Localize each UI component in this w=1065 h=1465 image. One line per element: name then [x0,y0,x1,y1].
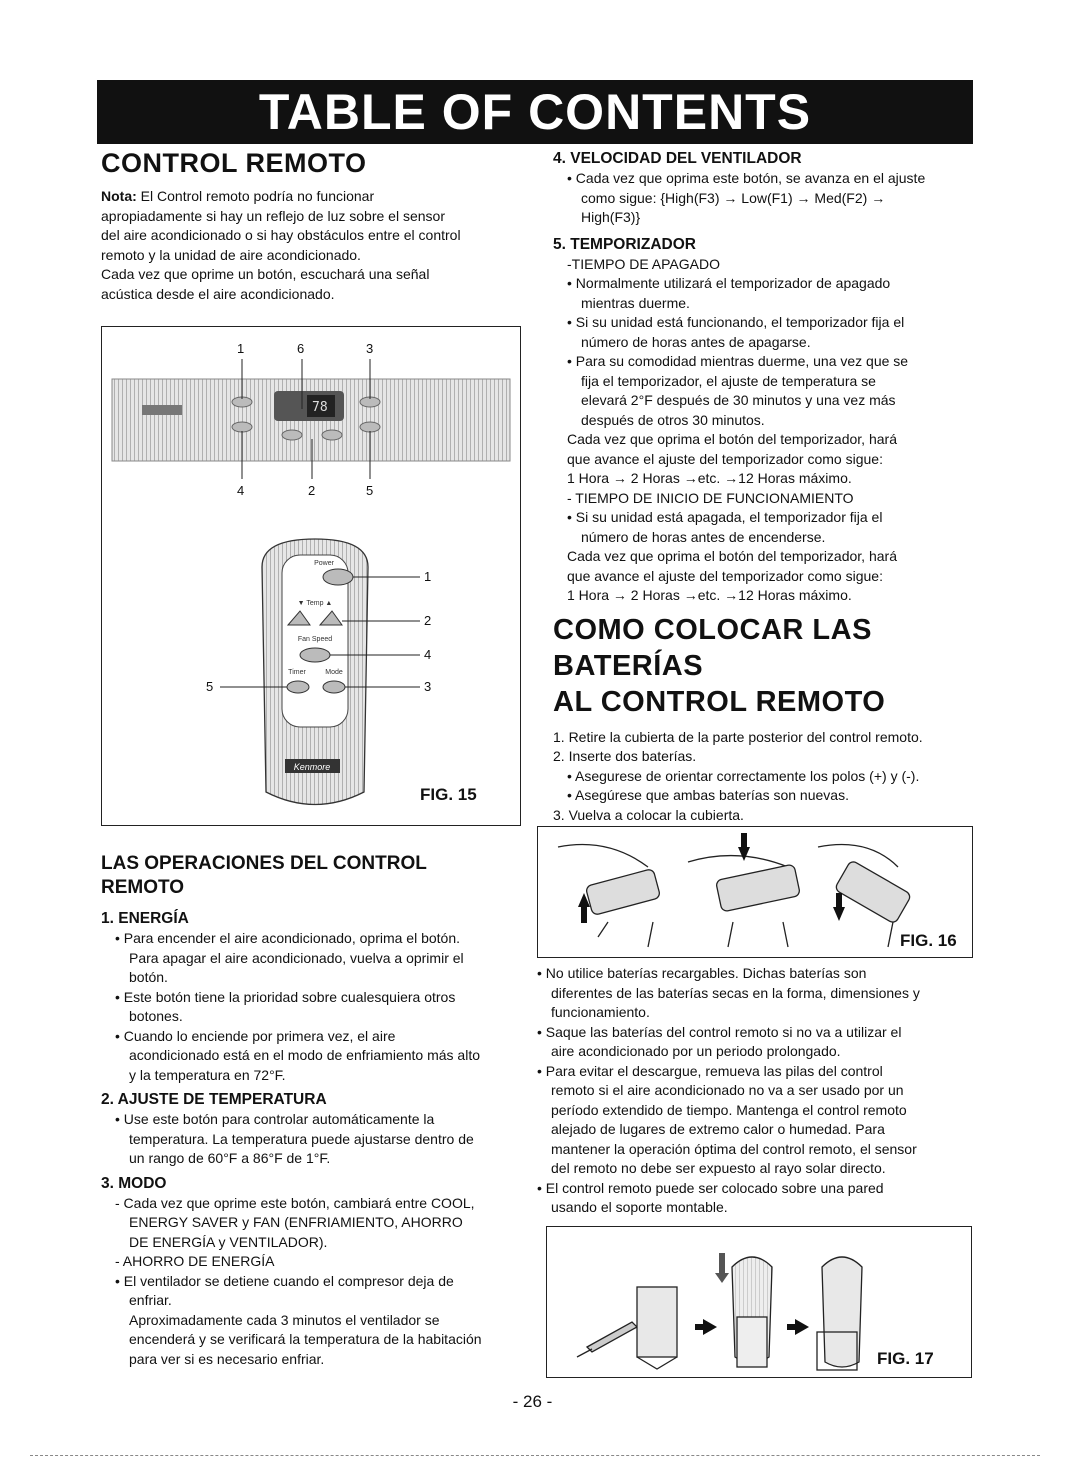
bottom-divider [30,1455,1040,1456]
svg-text:Kenmore: Kenmore [293,762,331,772]
figure-16 [537,826,973,958]
fig17-label: FIG. 17 [877,1349,934,1368]
panel-number-4: 4 [237,483,245,498]
section-temporizador-body: -TIEMPO DE APAGADO • Normalmente utilizará el temporizador de apagado mientras duerme. • Si su unidad está funcionando, el temporizador fija el número de horas antes de apagarse. • Para su comodidad mientras duerme, una vez que se fija el temporizador, el ajuste de temperatura se elevará 2°F después de 30 minutos y una vez más después de otros 30 minutos. Cada vez que oprima el botón del temporizador, hará que avance el ajuste del temporizador como sigue: 1 Hora → 2 Horas →etc. →12 Horas máximo. - TIEMPO DE INICIO DE FUNCIONAMIENTO • Si su unidad está apagada, el temporizador fija el número de horas antes de encenderse. Cada vez que oprima el botón del temporizador, hará que avance el ajuste del temporizador como sigue: 1 Hora → 2 Horas →etc. →12 Horas máximo. [567,255,909,603]
remote-number-4: 4 [424,647,432,662]
figure-17 [546,1226,972,1378]
section-temperatura-body: • Use este botón para controlar automáticamente la temperatura. La temperatura puede ajustarse dentro de un rango de 60°F a 86°F de 1°F. [115,1111,474,1166]
panel-number-1: 1 [237,341,245,356]
section-temperatura-title: 2. AJUSTE DE TEMPERATURA [101,1091,327,1108]
left-column-lower [101,852,521,1369]
baterias-heading: COMO COLOCAR LAS BATERÍAS AL CONTROL REMOTO [553,613,886,718]
left-column [101,148,521,304]
nota-line: apropiadamente si hay un reflejo de luz sobre el sensor [101,207,445,224]
svg-text:Mode: Mode [325,669,343,676]
remote-control-illustration [102,327,520,825]
remote-number-3: 3 [424,679,432,694]
fig16-label: FIG. 16 [900,931,957,950]
panel-number-5: 5 [366,483,374,498]
svg-text:78: 78 [312,400,328,415]
section-energia-body: • Para encender el aire acondicionado, oprima el botón. Para apagar el aire acondicionado, vuelva a oprimir el botón. • Este botón tiene la prioridad sobre cualesquiera otros botones. • Cuando lo enciende por primera vez, el aire acondicionado está en el modo de enfriamiento más alto y la temperatura en 72°F. [115,930,480,1083]
svg-text:▼ Temp ▲: ▼ Temp ▲ [297,600,333,607]
remote-number-1: 1 [424,569,432,584]
section-velocidad-title: 4. VELOCIDAD DEL VENTILADOR [553,150,802,167]
section-energia-title: 1. ENERGÍA [101,910,189,927]
nota-line: Cada vez que oprime un botón, escuchará una señal [101,266,430,282]
nota-block [101,187,521,304]
figure-15 [101,326,521,826]
nota-line: del aire acondicionado o si hay obstáculos entre el control [101,227,461,243]
nota-label: Nota: [101,188,137,204]
right-column [553,148,973,825]
section-modo-title: 3. MODO [101,1174,167,1192]
remote-number-2: 2 [424,613,432,628]
nota-line: remoto y la unidad de aire acondicionado. [101,246,361,263]
section-velocidad-body: • Cada vez que oprima este botón, se avanza en el ajuste como sigue: {High(F3) → Low(F1) → Med(F2) → High(F3)} [567,170,926,225]
remote-number-5: 5 [206,679,214,694]
fig15-label: FIG. 15 [420,785,477,804]
panel-number-3: 3 [366,341,374,356]
panel-number-6: 6 [297,341,305,356]
svg-text:Fan Speed: Fan Speed [297,636,333,643]
section-temporizador-title: 5. TEMPORIZADOR [553,235,696,253]
page-banner-title: TABLE OF CONTENTS [97,80,973,144]
control-remoto-heading: CONTROL REMOTO [101,148,367,178]
svg-text:Timer: Timer [288,669,306,676]
svg-text:Power: Power [314,560,334,567]
ops-heading: LAS OPERACIONES DEL CONTROL REMOTO [101,853,427,898]
baterias-steps: 1. Retire la cubierta de la parte posterior del control remoto. 2. Inserte dos baterías. • Asegurese de orientar correctamente los polos (+) y (-). • Asegúrese que ambas baterías son nuevas. 3. Vuelva a colocar la cubierta. [553,728,923,823]
battery-notes: • No utilice baterías recargables. Dichas baterías son diferentes de las baterías secas en la forma, dimensiones y funcionamiento. • Saque las baterías del control remoto si no va a utilizar el aire acondicionado por un periodo prolongado. • Para evitar el descargue, remueva las pilas del control remoto si el aire acondicionado no va a ser usado por un período extendido de tiempo. Mantenga el control remoto alejado de lugares de extremo calor o humedad. Para mantener la operación óptima del control remoto, el sensor del remoto no debe ser expuesto al rayo solar directo. • El control remoto puede ser colocado sobre una pared usando el soporte montable. [537,965,920,1215]
page-number: - 26 - [512,1392,553,1411]
panel-number-2: 2 [308,483,316,498]
nota-line: acústica desde el aire acondicionado. [101,285,335,302]
section-modo-body: - Cada vez que oprime este botón, cambiará entre COOL, ENERGY SAVER y FAN (ENFRIAMIENTO, AHORRO DE ENERGÍA y VENTILADOR). - AHORRO DE ENERGÍA • El ventilador se detiene cuando el compresor deja de enfriar. Aproximadamente cada 3 minutos el ventilador se encenderá y se verificará la temperatura de la habitación para ver si es necesario enfriar. [115,1194,482,1367]
nota-line: Nota: El Control remoto podría no funcionar [101,188,375,204]
